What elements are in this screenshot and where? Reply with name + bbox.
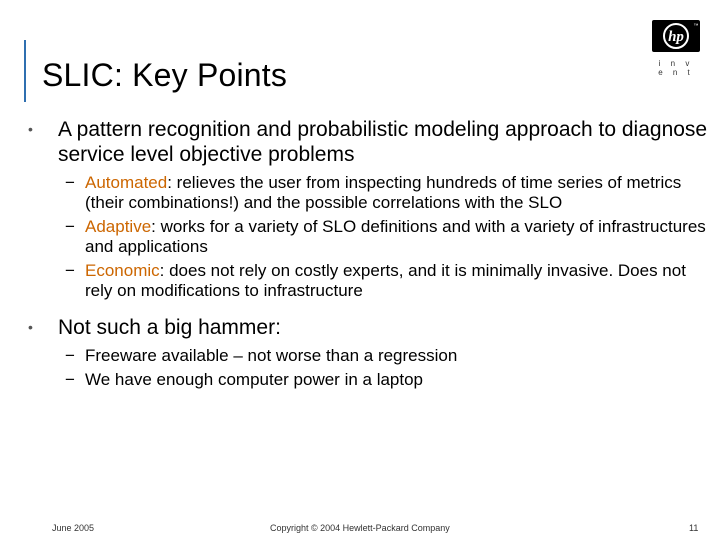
slide-title: SLIC: Key Points	[42, 57, 288, 93]
bullet-text: Not such a big hammer:	[58, 316, 281, 339]
bullet-item	[28, 315, 708, 340]
sub-bullet-item	[28, 370, 708, 390]
dash-marker: −	[65, 346, 75, 365]
keyword-economic: Economic	[85, 261, 160, 280]
sub-bullet-text: : works for a variety of SLO definitions and with a variety of infrastructures and applications	[85, 217, 706, 256]
bullet-text: A pattern recognition and probabilistic modeling approach to diagnose service level objective problems	[58, 118, 708, 166]
keyword-automated: Automated	[85, 173, 168, 192]
sub-bullet-text: : relieves the user from inspecting hundreds of time series of metrics (their combinations!) and the possible correlations with the SLO	[85, 173, 682, 212]
sub-bullet-item	[28, 217, 708, 257]
sub-bullet-item	[28, 346, 708, 366]
dash-marker: −	[65, 217, 75, 236]
dash-marker: −	[65, 173, 75, 192]
bullet-item	[28, 117, 708, 167]
bullet-marker: •	[28, 121, 33, 137]
sub-bullet-text: We have enough computer power in a laptop	[85, 370, 424, 389]
bullet-marker: •	[28, 319, 33, 335]
dash-marker: −	[65, 370, 75, 389]
hp-trademark: ™	[693, 23, 699, 29]
hp-logo	[652, 20, 700, 77]
hp-logo-text: hp	[668, 29, 684, 45]
hp-logo-tagline: i n v e n t	[658, 59, 694, 77]
title-accent-rule	[24, 40, 26, 102]
footer-copyright: Copyright © 2004 Hewlett-Packard Company	[270, 523, 450, 533]
footer-date: June 2005	[52, 523, 95, 533]
sub-bullet-text: : does not rely on costly experts, and it is minimally invasive. Does not rely on modifications to infrastructure	[85, 261, 686, 300]
sub-bullet-text: Freeware available – not worse than a regression	[85, 346, 458, 365]
keyword-adaptive: Adaptive	[85, 217, 152, 236]
dash-marker: −	[65, 261, 75, 280]
sub-bullet-item	[28, 261, 708, 301]
slide-body	[28, 117, 708, 390]
sub-bullet-item	[28, 173, 708, 213]
hp-logo-icon	[652, 20, 700, 52]
page-number: 11	[689, 523, 699, 533]
